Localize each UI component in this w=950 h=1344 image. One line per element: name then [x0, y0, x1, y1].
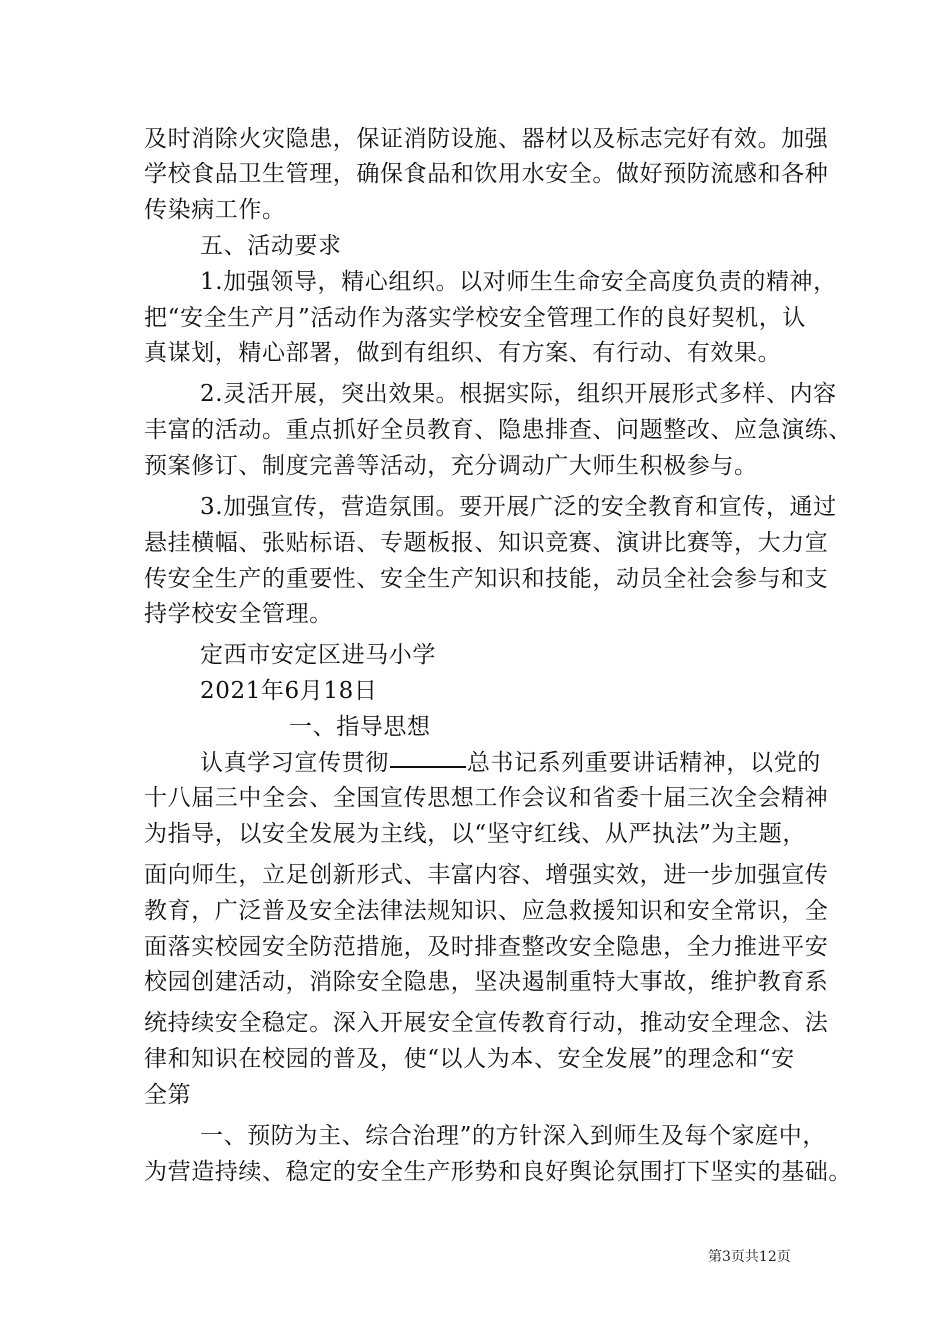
body-text-line: 十八届三中全会、全国宣传思想工作会议和省委十届三次全会精神 [144, 785, 829, 811]
body-text-line: 校园创建活动，消除安全隐患，坚决遏制重特大事故，维护教育系 [144, 969, 829, 995]
body-text-line: 统持续安全稳定。深入开展安全宣传教育行动，推动安全理念、法 [144, 1010, 829, 1036]
body-text-line: 为营造持续、稳定的安全生产形势和良好舆论氛围打下坚实的基础。 [144, 1159, 852, 1185]
body-text-line: 传安全生产的重要性、安全生产知识和技能，动员全社会参与和支 [144, 566, 829, 592]
body-text-line: 面落实校园安全防范措施，及时排查整改安全隐患，全力推进平安 [144, 934, 829, 960]
body-text-line: 3.加强宣传，营造氛围。要开展广泛的安全教育和宣传，通过 [200, 494, 837, 520]
body-text-line: 面向师生，立足创新形式、丰富内容、增强实效，进一步加强宣传 [144, 862, 829, 888]
section-heading: 一、指导思想 [289, 714, 431, 740]
redacted-blank [390, 766, 466, 768]
body-text-line: 悬挂横幅、张贴标语、专题板报、知识竞赛、演讲比赛等，大力宣 [144, 530, 829, 556]
body-text-line: 为指导，以安全发展为主线，以“坚守红线、从严执法”为主题， [144, 821, 806, 847]
body-text-line: 律和知识在校园的普及，使“以人为本、安全发展”的理念和“安 [144, 1046, 795, 1072]
body-text-fragment: 认真学习宣传贯彻 [200, 750, 389, 776]
body-text-line: 把“安全生产月”活动作为落实学校安全管理工作的良好契机，认 [144, 305, 806, 331]
signature-organization: 定西市安定区进马小学 [200, 642, 436, 668]
body-text-line: 传染病工作。 [144, 197, 286, 223]
signature-date: 2021年6月18日 [200, 678, 378, 704]
body-text-line: 预案修订、制度完善等活动，充分调动广大师生积极参与。 [144, 453, 758, 479]
body-text-fragment: 总书记系列重要讲话精神，以党的 [466, 750, 821, 776]
body-text-line: 真谋划，精心部署，做到有组织、有方案、有行动、有效果。 [144, 340, 782, 366]
body-text-line: 及时消除火灾隐患，保证消防设施、器材以及标志完好有效。加强 [144, 126, 829, 152]
body-text-line: 持学校安全管理。 [144, 601, 333, 627]
page-number: 第3页共12页 [708, 1249, 791, 1265]
body-text-line: 全第 [144, 1082, 192, 1108]
body-text-line: 1.加强领导，精心组织。以对师生生命安全高度负责的精神， [200, 269, 837, 295]
body-text-line: 学校食品卫生管理，确保食品和饮用水安全。做好预防流感和各种 [144, 161, 829, 187]
body-text-line: 丰富的活动。重点抓好全员教育、隐患排查、问题整改、应急演练、 [144, 417, 852, 443]
body-text-line: 2.灵活开展，突出效果。根据实际，组织开展形式多样、内容 [200, 381, 837, 407]
body-text-line: 教育，广泛普及安全法律法规知识、应急救援知识和安全常识，全 [144, 898, 829, 924]
section-heading: 五、活动要求 [200, 233, 342, 259]
body-text-line [200, 748, 821, 778]
body-text-line: 一、预防为主、综合治理”的方针深入到师生及每个家庭中， [200, 1123, 826, 1149]
